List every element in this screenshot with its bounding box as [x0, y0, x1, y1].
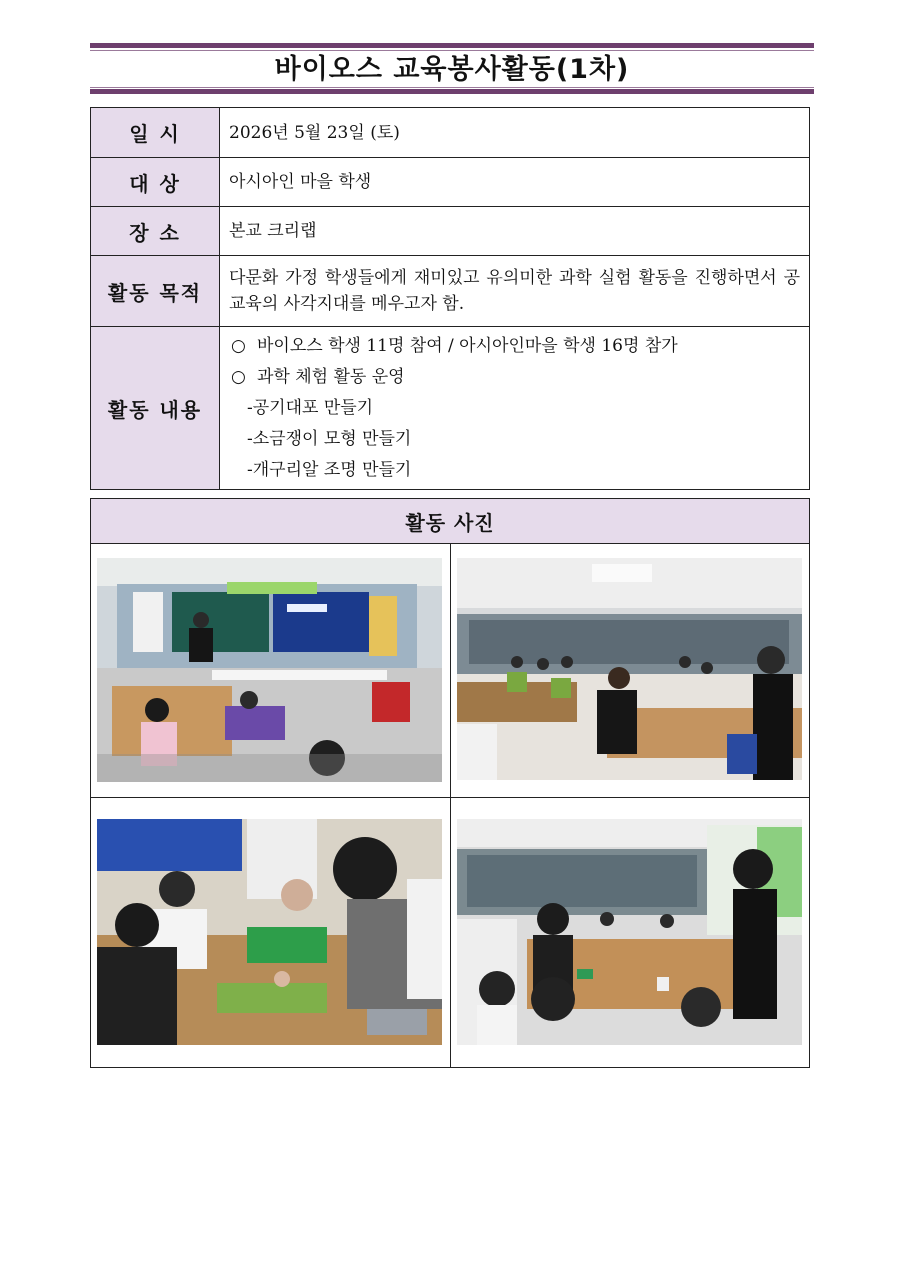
content-value — [220, 327, 810, 490]
purpose-value: 다문화 가정 학생들에게 재미있고 유의미한 과학 실험 활동을 진행하면서 공교육의 사각지대를 메우고자 함. — [220, 256, 810, 327]
activity-photo-4 — [457, 819, 802, 1045]
title-rule-bottom-thin — [90, 87, 814, 88]
target-row — [91, 158, 810, 207]
photo-header: 활동 사진 — [91, 499, 810, 544]
bullet-icon: ○ — [231, 335, 246, 356]
activity-photo-3 — [97, 819, 442, 1045]
date-value: 2026년 5월 23일 (토) — [220, 108, 810, 158]
photo-table — [90, 498, 810, 1068]
content-item-text: 과학 체험 활동 운영 — [257, 366, 405, 387]
activity-photo-2 — [457, 558, 802, 780]
content-item — [229, 331, 800, 362]
content-subitem: -개구리알 조명 만들기 — [247, 459, 412, 480]
title-rule-top — [90, 43, 814, 48]
title-band — [90, 43, 814, 95]
date-label: 일 시 — [91, 108, 220, 158]
content-item — [229, 362, 800, 393]
info-table — [90, 107, 810, 490]
photo-cell — [450, 798, 810, 1068]
photo-cell — [91, 544, 451, 798]
content-label: 활동 내용 — [91, 327, 220, 490]
title-rule-top-thin — [90, 50, 814, 51]
target-label: 대 상 — [91, 158, 220, 207]
photo-cell — [91, 798, 451, 1068]
place-value: 본교 크리랩 — [220, 207, 810, 256]
target-value: 아시아인 마을 학생 — [220, 158, 810, 207]
place-label: 장 소 — [91, 207, 220, 256]
content-row — [91, 327, 810, 490]
purpose-label: 활동 목적 — [91, 256, 220, 327]
content-item-text: 바이오스 학생 11명 참여 / 아시아인마을 학생 16명 참가 — [257, 335, 678, 356]
content-subitem: -소금쟁이 모형 만들기 — [247, 428, 412, 449]
activity-photo-1 — [97, 558, 442, 782]
photo-cell — [450, 544, 810, 798]
purpose-row — [91, 256, 810, 327]
date-row — [91, 108, 810, 158]
bullet-icon: ○ — [231, 366, 246, 387]
title-rule-bottom — [90, 89, 814, 94]
document-title: 바이오스 교육봉사활동(1차) — [274, 54, 630, 85]
place-row — [91, 207, 810, 256]
content-subitem: -공기대포 만들기 — [247, 397, 374, 418]
